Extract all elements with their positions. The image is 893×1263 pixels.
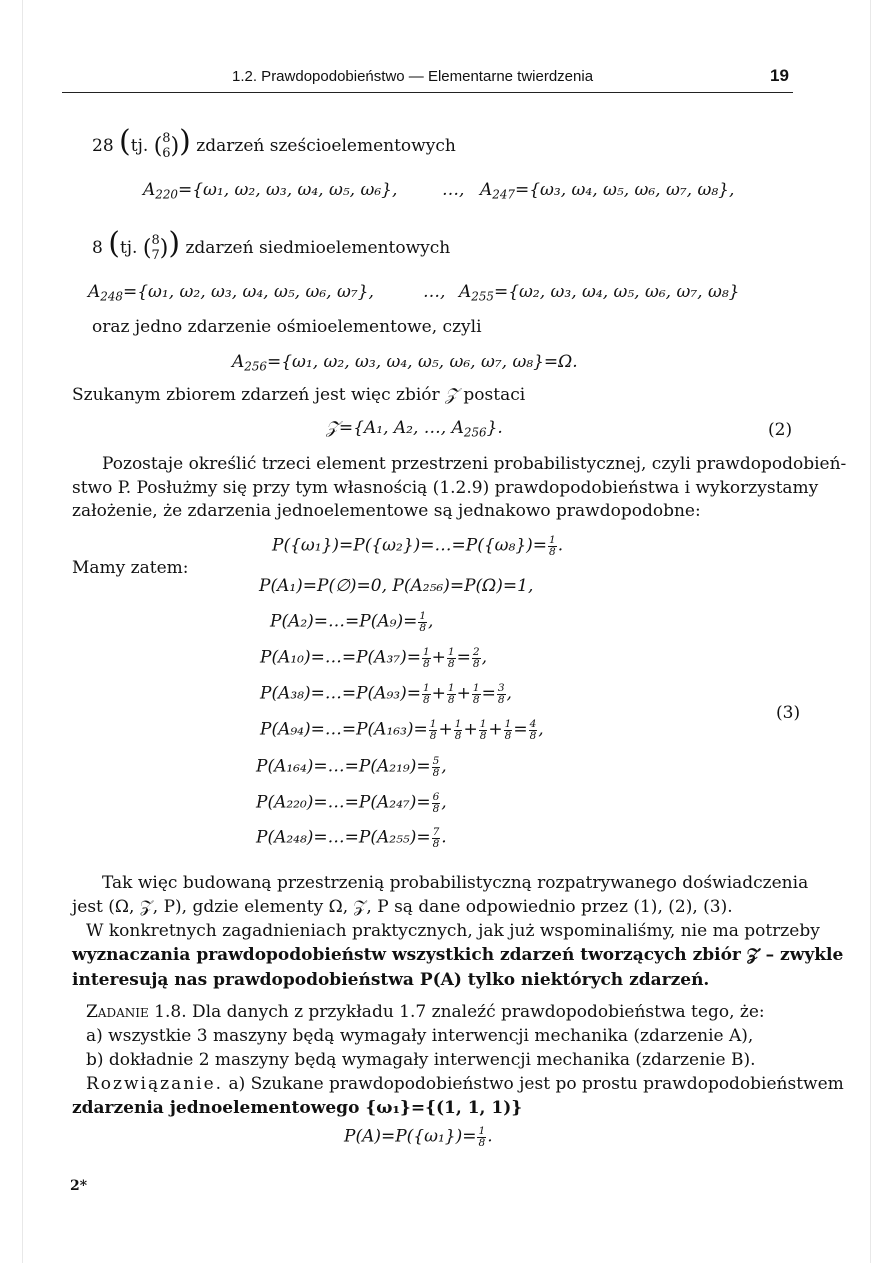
numerator: 2 — [472, 646, 480, 658]
exercise-item-b: b) dokładnie 2 maszyny będą wymagały interwencji mechanika (zdarzenie B). — [86, 1050, 756, 1070]
denominator: 8 — [432, 802, 440, 815]
binom-bottom: 7 — [151, 247, 160, 263]
numerator: 1 — [454, 718, 462, 730]
row-lhs: P(A₂₄₈)=…=P(A₂₅₅)= — [256, 827, 431, 848]
binom-top: 8 — [151, 233, 160, 249]
fraction — [504, 719, 513, 741]
system-row-1: P(A₁)=P(∅)=0, P(A₂₅₆)=P(Ω)=1, — [259, 576, 534, 596]
exercise-label: Zadanie — [86, 1002, 149, 1022]
comma: , — [428, 611, 434, 632]
numerator: 1 — [447, 682, 455, 694]
system-row-6 — [256, 756, 447, 778]
comma: , — [538, 719, 544, 740]
header-rule — [62, 92, 793, 93]
denominator: 8 — [432, 837, 440, 850]
exercise-text: 1.8. Dla danych z przykładu 1.7 znaleźć prawdopodobieństwa tego, że: — [154, 1002, 765, 1022]
text-mamy-zatem: Mamy zatem: — [72, 558, 189, 578]
paragraph-3-line-1: W konkretnych zagadnieniach praktycznych, jak już wspominaliśmy, nie ma potrzeby — [86, 921, 820, 941]
ellipsis-2: …, — [423, 282, 446, 302]
denominator: 8 — [447, 693, 455, 706]
text-szukanym — [72, 385, 525, 405]
numerator: 5 — [432, 755, 440, 767]
numerator: 1 — [504, 718, 512, 730]
comma: , — [481, 647, 487, 668]
set-subscript: 220 — [155, 187, 178, 202]
paragraph-1-line-3: założenie, że zdarzenia jednoelementowe są jednakowo prawdopodobne: — [72, 501, 701, 521]
set-elements: ={ω₁, ω₂, ω₃, ω₄, ω₅, ω₆, ω₇}, — [122, 282, 374, 302]
open-paren: ( — [119, 124, 131, 159]
eq-a220 — [143, 180, 397, 200]
fraction — [418, 611, 427, 633]
paragraph-1-line-1: Pozostaje określić trzeci element przestrzeni probabilistycznej, czyli prawdopodobień- — [102, 454, 847, 474]
solution-label: Rozwiązanie. — [86, 1074, 224, 1094]
denominator: 8 — [472, 693, 480, 706]
set-subscript: 256 — [244, 359, 267, 374]
numerator: 7 — [432, 826, 440, 838]
denominator: 8 — [447, 657, 455, 670]
fraction — [432, 756, 441, 778]
family-symbol: 𝒵 — [445, 385, 459, 405]
row-lhs: P(A₉₄)=…=P(A₁₆₃)= — [260, 719, 428, 740]
numerator: 6 — [432, 791, 440, 803]
exercise-statement — [86, 1002, 765, 1022]
paragraph-3-line-3: interesują nas prawdopodobieństwa P(A) tylko niektórych zdarzeń. — [72, 970, 710, 990]
numerator: 1 — [419, 610, 427, 622]
numerator: 1 — [478, 1125, 486, 1137]
binomial-open: ( — [142, 236, 152, 261]
fraction — [422, 647, 431, 669]
paragraph-2-line-1: Tak więc budowaną przestrzenią probabilistyczną rozpatrywanego doświadczenia — [102, 873, 809, 893]
eq-a247 — [480, 180, 734, 200]
tj-text: tj. — [119, 238, 138, 258]
ellipsis-1: …, — [442, 180, 465, 200]
numerator: 1 — [447, 646, 455, 658]
set-subscript: 248 — [100, 289, 123, 304]
line-28-events — [92, 124, 456, 161]
binomial-close: ) — [159, 236, 169, 261]
binom-bottom: 6 — [162, 145, 171, 161]
system-row-3: P(A₁₀)=…=P(A₃₇)= $\frac{1}{8}$ + $\frac{1}{8}$ = $\frac{2}{8}$ , — [260, 646, 487, 670]
count: 28 — [92, 136, 114, 156]
paragraph-3-line-2: wyznaczania prawdopodobieństw wszystkich zdarzeń tworzących zbiór 𝒵 – zwykle — [72, 945, 844, 965]
denominator: 8 — [472, 657, 480, 670]
family-rhs: }. — [486, 418, 503, 438]
fraction — [479, 719, 488, 741]
family-lhs: 𝒵={A₁, A₂, …, A — [326, 418, 464, 438]
event-description: zdarzeń sześcioelementowych — [196, 136, 456, 156]
comma: , — [441, 756, 447, 777]
set-symbol: A — [143, 180, 156, 200]
numerator: 1 — [422, 646, 430, 658]
text-oraz: oraz jedno zdarzenie ośmioelementowe, czyli — [92, 317, 482, 337]
denominator: 8 — [454, 729, 462, 742]
denominator: 8 — [432, 766, 440, 779]
set-symbol: A — [232, 352, 245, 372]
numerator: 1 — [472, 682, 480, 694]
sentence: Szukanym zbiorem zdarzeń jest więc zbiór — [72, 385, 440, 405]
eq-equal-probabilities — [272, 535, 563, 557]
denominator: 8 — [419, 621, 427, 634]
signature-mark: 2* — [70, 1178, 88, 1194]
set-symbol: A — [459, 282, 472, 302]
row-lhs: P(A₂₂₀)=…=P(A₂₄₇)= — [256, 792, 431, 813]
row-lhs: P(A₂)=…=P(A₉)= — [270, 611, 418, 632]
eq-a248 — [88, 282, 374, 302]
denominator: 8 — [497, 693, 505, 706]
fraction — [497, 683, 506, 705]
denominator: 8 — [422, 693, 430, 706]
period: . — [441, 827, 447, 848]
row-lhs: P(A₁₆₄)=…=P(A₂₁₉)= — [256, 756, 431, 777]
solution-text: a) Szukane prawdopodobieństwo jest po prostu prawdopodobieństwem — [228, 1074, 844, 1094]
numerator: 3 — [497, 682, 505, 694]
count: 8 — [92, 238, 103, 258]
eq-a255 — [459, 282, 739, 302]
family-subscript: 256 — [463, 425, 487, 440]
system-row-2 — [270, 611, 433, 633]
probability-chain: P({ω₁})=P({ω₂})=…=P({ω₈})= — [272, 535, 548, 556]
denominator: 8 — [529, 729, 537, 742]
set-elements: ={ω₃, ω₄, ω₅, ω₆, ω₇, ω₈}, — [514, 180, 735, 200]
fraction — [472, 647, 481, 669]
set-subscript: 247 — [492, 187, 515, 202]
denominator: 8 — [549, 545, 556, 558]
set-elements: ={ω₁, ω₂, ω₃, ω₄, ω₅, ω₆}, — [177, 180, 398, 200]
fraction — [432, 792, 441, 814]
fraction — [422, 683, 431, 705]
open-paren: ( — [108, 226, 120, 261]
line-8-events — [92, 226, 450, 263]
set-elements: ={ω₂, ω₃, ω₄, ω₅, ω₆, ω₇, ω₈} — [493, 282, 740, 302]
solution-line-2: zdarzenia jednoelementowego {ω₁}={(1, 1, 1)} — [72, 1098, 523, 1118]
numerator: 1 — [479, 718, 487, 730]
binomial-close: ) — [170, 134, 180, 159]
page-number: 19 — [770, 66, 789, 85]
numerator: 1 — [422, 682, 430, 694]
sentence-end: postaci — [463, 385, 526, 405]
left-page-edge — [22, 0, 23, 1263]
denominator: 8 — [479, 729, 487, 742]
comma: , — [506, 683, 512, 704]
binomial-open: ( — [153, 134, 163, 159]
fraction — [447, 683, 456, 705]
numerator: 1 — [549, 534, 556, 546]
denominator: 8 — [429, 729, 437, 742]
binomial — [162, 132, 170, 161]
fraction — [548, 535, 557, 557]
system-row-7 — [256, 792, 447, 814]
eq-final — [344, 1126, 493, 1148]
close-paren: ) — [179, 124, 191, 159]
final-lhs: P(A)=P({ω₁})= — [344, 1126, 477, 1147]
right-page-edge — [870, 0, 871, 1263]
equation-label-2: (2) — [768, 420, 793, 440]
close-paren: ) — [168, 226, 181, 261]
paragraph-1-line-2: stwo P. Posłużmy się przy tym własnością (1.2.9) prawdopodobieństwa i wykorzystamy — [72, 478, 819, 498]
denominator: 8 — [504, 729, 512, 742]
numerator: 1 — [429, 718, 437, 730]
system-row-4: P(A₃₈)=…=P(A₉₃)= $\frac{1}{8}$ + $\frac{1}{8}$ + $\frac{1}{8}$ = $\frac{3}{8}$ , — [260, 682, 512, 706]
set-symbol: A — [480, 180, 493, 200]
system-row-5: P(A₉₄)=…=P(A₁₆₃)= $\frac{1}{8}$ + $\frac{1}{8}$ + $\frac{1}{8}$ + $\frac{1}{8}$ = $\frac{4}{8}$ , — [260, 718, 544, 742]
fraction — [429, 719, 438, 741]
exercise-item-a: a) wszystkie 3 maszyny będą wymagały interwencji mechanika (zdarzenie A), — [86, 1026, 754, 1046]
row-lhs: P(A₃₈)=…=P(A₉₃)= — [260, 683, 421, 704]
running-title: 1.2. Prawdopodobieństwo — Elementarne twierdzenia — [232, 68, 594, 85]
binomial — [151, 234, 159, 263]
set-subscript: 255 — [471, 289, 494, 304]
eq-family — [326, 418, 503, 438]
event-description: zdarzeń siedmioelementowych — [185, 238, 451, 258]
period: . — [557, 535, 564, 556]
fraction — [447, 647, 456, 669]
numerator: 4 — [529, 718, 537, 730]
binom-top: 8 — [162, 131, 171, 147]
fraction — [454, 719, 463, 741]
denominator: 8 — [478, 1136, 486, 1149]
set-elements: ={ω₁, ω₂, ω₃, ω₄, ω₅, ω₆, ω₇, ω₈}=Ω. — [266, 352, 578, 372]
denominator: 8 — [422, 657, 430, 670]
fraction — [529, 719, 538, 741]
comma: , — [441, 792, 447, 813]
eq-a256 — [232, 352, 578, 372]
paragraph-2-line-2: jest (Ω, 𝒵, P), gdzie elementy Ω, 𝒵, P są dane odpowiednio przez (1), (2), (3). — [72, 897, 733, 917]
row-lhs: P(A₁₀)=…=P(A₃₇)= — [260, 647, 421, 668]
set-symbol: A — [88, 282, 101, 302]
solution-line-1 — [86, 1074, 844, 1094]
system-row-8 — [256, 827, 447, 849]
fraction — [472, 683, 481, 705]
period: . — [487, 1126, 493, 1147]
fraction — [432, 827, 441, 849]
fraction — [477, 1126, 486, 1148]
equation-label-3: (3) — [776, 703, 801, 723]
tj-text: tj. — [130, 136, 149, 156]
